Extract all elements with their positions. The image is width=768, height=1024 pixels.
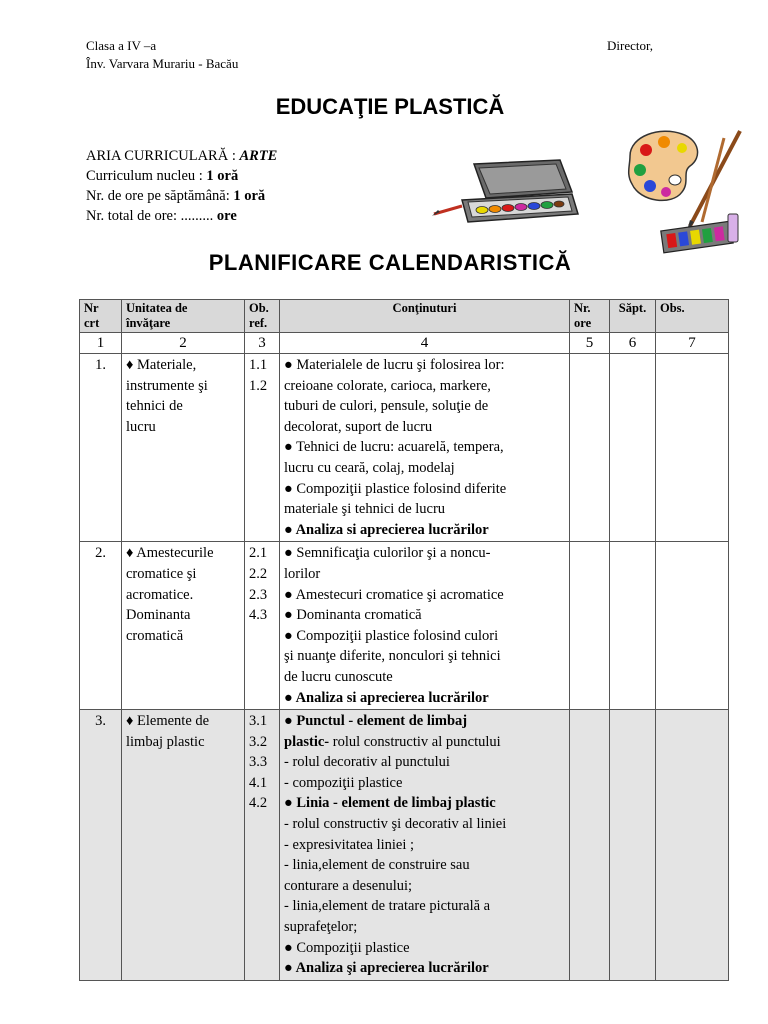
row-unit: ♦ Materiale, instrumente şi tehnici de lucru [122, 354, 245, 542]
row-obs [656, 542, 729, 710]
row-hours [570, 542, 610, 710]
table-row [80, 710, 729, 981]
paint-box-icon [432, 156, 582, 236]
hours-total-line [86, 206, 277, 226]
class-line: Clasa a IV –a [86, 38, 157, 53]
row-week [610, 354, 656, 542]
row-content: ● Materialele de lucru şi folosirea lor: creioane colorate, carioca, markere, tuburi de culori, pensule, soluţie de decolorat, suport de lucru ● Tehnici de lucru: acuarelă, tempera, lucru cu ceară, colaj, modelaj ● Compoziţii plastice folosind diferite materiale şi tehnici de lucru ● Analiza si aprecierea lucrărilor [280, 354, 570, 542]
col-number: 2 [122, 333, 245, 354]
col-number: 5 [570, 333, 610, 354]
row-hours [570, 354, 610, 542]
hours-week-line [86, 186, 277, 206]
row-week [610, 542, 656, 710]
header-ob: Ob. ref. [245, 300, 280, 333]
row-number: 3. [80, 710, 122, 981]
row-obs [656, 710, 729, 981]
column-number-row [80, 333, 729, 354]
row-objectives: 1.1 1.2 [245, 354, 280, 542]
hours-total-value: ore [216, 208, 237, 224]
palette-brushes-icon [620, 126, 750, 266]
row-content: ● Punctul - element de limbaj plastic- rolul constructiv al punctului - rolul decorativ al punctului - compoziţii plastice ● Linia - element de limbaj plastic - rolul constructiv şi decorativ al liniei - expresivitatea liniei ; - linia,element de construire sau conturare a desenului; - linia,element de tratare picturală a suprafeţelor; ● Compoziţii plastice ● Analiza şi aprecierea lucrărilor [280, 710, 570, 981]
aria-line [86, 146, 277, 166]
table-row [80, 542, 729, 710]
table-row [80, 354, 729, 542]
section-title: PLANIFICARE CALENDARISTICĂ [208, 250, 572, 275]
row-obs [656, 354, 729, 542]
table-header-row [80, 300, 729, 333]
col-number: 1 [80, 333, 122, 354]
row-number: 1. [80, 354, 122, 542]
teacher-line: Înv. Varvara Murariu - Bacău [86, 56, 239, 71]
row-unit: ♦ Amestecurile cromatice şi acromatice. Dominanta cromatică [122, 542, 245, 710]
row-objectives: 2.1 2.2 2.3 4.3 [245, 542, 280, 710]
curriculum-label: Curriculum nucleu : [86, 168, 207, 184]
header-unit: Unitatea de învăţare [122, 300, 245, 333]
aria-label: ARIA CURRICULARĂ : [86, 148, 240, 164]
row-number: 2. [80, 542, 122, 710]
hours-total-label: Nr. total de ore: ......... [86, 208, 217, 224]
hours-week-label: Nr. de ore pe săptămână: [86, 188, 234, 204]
aria-value: ARTE [239, 148, 278, 164]
row-hours [570, 710, 610, 981]
director-label: Director, [607, 38, 654, 53]
curriculum-line [86, 166, 277, 186]
row-unit: ♦ Elemente de limbaj plastic [122, 710, 245, 981]
header-week: Săpt. [610, 300, 656, 333]
header-obs: Obs. [656, 300, 729, 333]
document-title: EDUCAŢIE PLASTICĂ [275, 94, 505, 119]
header-content: Conţinuturi [280, 300, 570, 333]
row-content: ● Semnificaţia culorilor şi a noncu- lorilor ● Amestecuri cromatice şi acromatice ● Dominanta cromatică ● Compoziţii plastice folosind culori şi nuanţe diferite, nonculori şi tehnici de lucru cunoscute ● Analiza si aprecierea lucrărilor [280, 542, 570, 710]
document-header-left [86, 37, 238, 73]
col-number: 4 [280, 333, 570, 354]
col-number: 7 [656, 333, 729, 354]
row-week [610, 710, 656, 981]
col-number: 3 [245, 333, 280, 354]
curriculum-value: 1 oră [206, 168, 239, 184]
planning-table [79, 299, 729, 981]
col-number: 6 [610, 333, 656, 354]
hours-week-value: 1 oră [233, 188, 266, 204]
header-nr: Nr crt [80, 300, 122, 333]
header-hours: Nr. ore [570, 300, 610, 333]
curriculum-meta [86, 146, 277, 226]
row-objectives: 3.1 3.2 3.3 4.1 4.2 [245, 710, 280, 981]
